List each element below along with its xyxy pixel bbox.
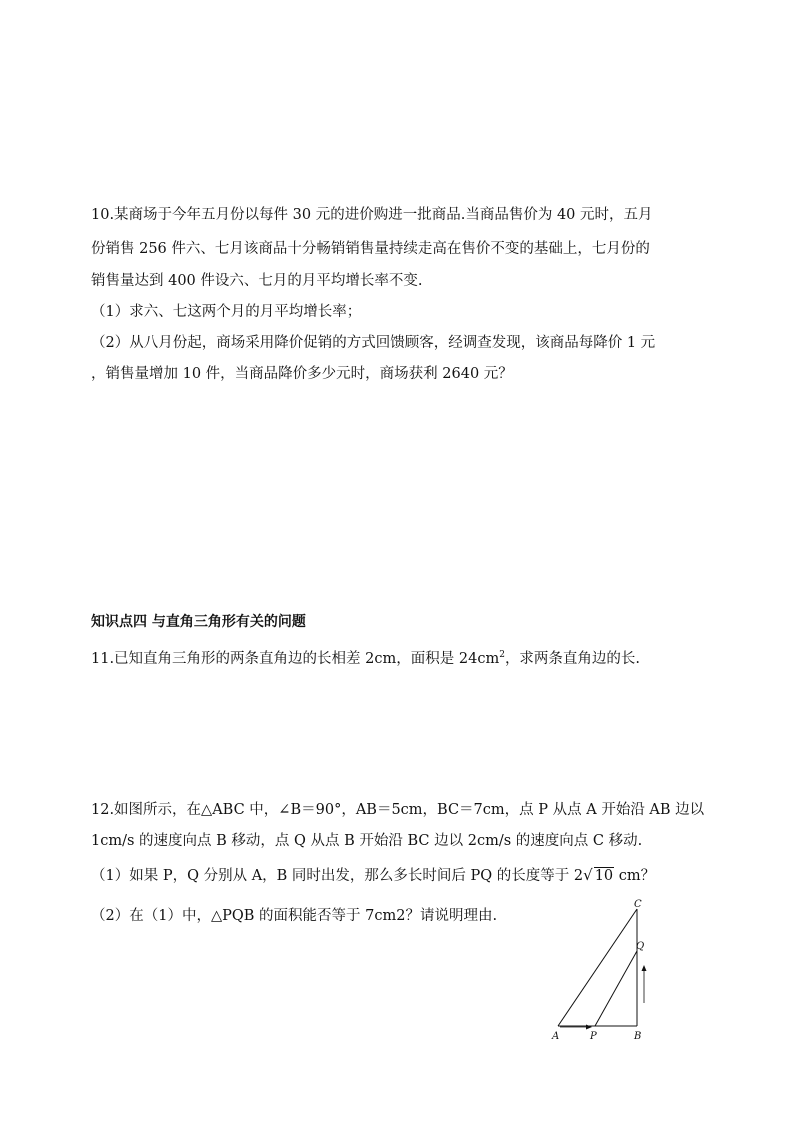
q10-line-2: 份销售 256 件六、七月该商品十分畅销销售量持续走高在售价不变的基础上，七月份的 xyxy=(91,241,650,257)
q11-text-before: 11.已知直角三角形的两条直角边的长相差 2cm，面积是 24cm xyxy=(91,650,500,667)
q10-part-2-line-2: ，销售量增加 10 件，当商品降价多少元时，商场获利 2640 元？ xyxy=(91,366,513,382)
q12-line-2: 1cm/s 的速度向点 B 移动，点 Q 从点 B 开始沿 BC 边以 2cm/s 的速度向点 C 移动. xyxy=(91,833,643,849)
label-b: B xyxy=(634,1031,642,1042)
label-a: A xyxy=(552,1031,560,1042)
arrow-ap-head-icon xyxy=(586,1025,592,1030)
q12-line-1: 12.如图所示，在△ABC 中，∠B＝90°，AB＝5cm，BC＝7cm，点 P 从点 A 开始沿 AB 边以 xyxy=(91,802,705,818)
q10-part-1: （1）求六、七这两个月的月平均增长率； xyxy=(91,304,362,320)
radicand: 10 xyxy=(594,868,614,884)
q10-line-1: 10.某商场于今年五月份以每件 30 元的进价购进一批商品.当商品售价为 40 元时，五月 xyxy=(91,207,653,223)
sqrt-expression xyxy=(583,865,614,886)
q12-part-1 xyxy=(91,865,655,886)
side-ac xyxy=(558,909,637,1026)
q12-part-1-after: cm？ xyxy=(614,868,656,884)
section-heading: 知识点四 与直角三角形有关的问题 xyxy=(91,614,306,630)
q11-text xyxy=(91,645,640,669)
q12-part-2: （2）在（1）中，△PQB 的面积能否等于 7cm2？请说明理由. xyxy=(91,908,498,924)
q11-superscript: 2 xyxy=(499,650,505,660)
label-q: Q xyxy=(636,941,645,952)
q12-part-1-before: （1）如果 P，Q 分别从 A，B 同时出发，那么多长时间后 PQ 的长度等于 2 xyxy=(91,868,584,884)
triangle-figure xyxy=(540,895,660,1045)
arrow-bq-head-icon xyxy=(642,965,647,971)
label-p: P xyxy=(590,1031,597,1042)
q10-part-2-line-1: （2）从八月份起，商场采用降价促销的方式回馈顾客，经调查发现，该商品每降价 1 元 xyxy=(91,335,656,351)
radical-sign-icon: √ xyxy=(583,866,593,884)
q10-line-3: 销售量达到 400 件设六、七月的月平均增长率不变. xyxy=(91,273,423,289)
label-c: C xyxy=(634,899,642,910)
q11-text-after: ，求两条直角边的长. xyxy=(504,650,641,667)
